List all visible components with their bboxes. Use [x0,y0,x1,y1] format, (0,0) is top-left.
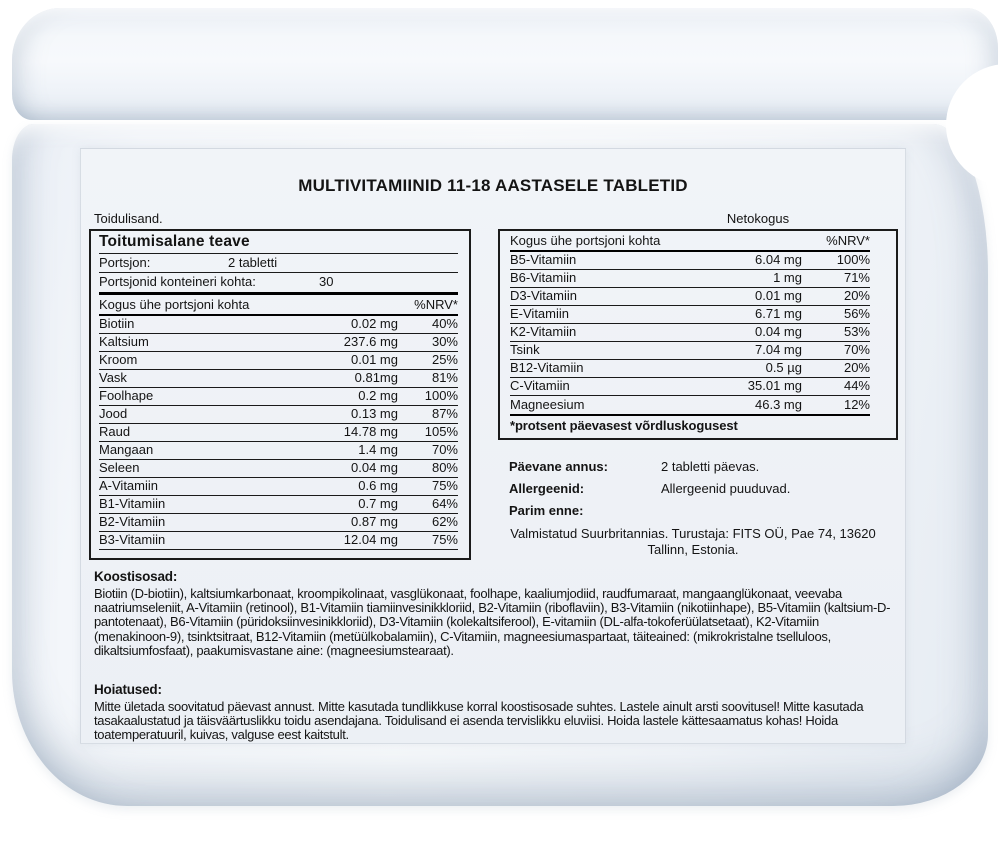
warnings-label: Hoiatused: [94,682,162,697]
table-row [510,270,870,288]
nutrient-amount: 0.87 mg [351,514,398,530]
table-row [99,532,458,550]
nutrient-nrv: 87% [431,406,458,422]
table-header [99,295,458,316]
daily-dose-row [509,459,909,474]
daily-dose-label: Päevane annus: [509,459,608,474]
best-before-label: Parim enne: [509,503,584,518]
table-row [99,496,458,514]
nutrient-nrv: 100% [424,388,458,404]
nutrient-name: B6-Vitamiin [510,270,577,286]
table-row [99,478,458,496]
column-header-amount: Kogus ühe portsjoni kohta [510,232,661,248]
container-body [12,124,988,806]
supplement-note: Toidulisand. [94,211,163,226]
table-row [99,406,458,424]
nutrient-amount: 7.04 mg [755,342,802,358]
nutrient-name: Biotiin [99,316,135,332]
nrv-footnote: *protsent päevasest võrdluskogusest [510,414,870,436]
nutrient-amount: 0.04 mg [351,460,398,476]
servings-per-container-value: 30 [319,274,334,289]
nutrient-name: A-Vitamiin [99,478,159,494]
nutrient-amount: 6.04 mg [755,252,802,268]
nutrient-name: Vask [99,370,127,386]
table-row [510,360,870,378]
table-row [99,514,458,532]
nutrient-nrv: 80% [431,460,458,476]
nutrient-amount: 46.3 mg [755,396,802,412]
nutrient-amount: 0.04 mg [755,324,802,340]
nutrient-name: Kroom [99,352,138,368]
table-row [99,460,458,478]
column-header-amount: Kogus ühe portsjoni kohta [99,296,250,312]
table-row [99,370,458,388]
best-before-row [509,503,909,518]
table-row [99,334,458,352]
nutrient-amount: 0.6 mg [358,478,398,494]
allergens-row [509,481,909,496]
nutrient-amount: 14.78 mg [343,424,398,440]
nutrient-amount: 0.01 mg [755,288,802,304]
nutrient-name: B3-Vitamiin [99,532,166,548]
nutrient-amount: 6.71 mg [755,306,802,322]
servings-per-container-row [99,273,458,292]
nutrient-amount: 0.81mg [354,370,398,386]
nutrient-name: Kaltsium [99,334,149,350]
nutrient-amount: 237.6 mg [343,334,398,350]
nutrient-name: B1-Vitamiin [99,496,166,512]
nutrient-name: C-Vitamiin [510,378,570,394]
nutrient-amount: 12.04 mg [343,532,398,548]
serving-value: 2 tabletti [228,255,278,270]
serving-row [99,254,458,273]
column-header-nrv: %NRV* [414,296,458,312]
daily-dose-value: 2 tabletti päevas. [661,459,760,474]
warnings-text: Mitte ületada soovitatud päevast annust. Mitte kasutada tundlikkuse korral koostisosade suhtes. Lastele ainult arsti soovitusel! Mitte kasutada tasakaalustatud ja täisväärtuslikku toidu asendajana. Toidulisand ei asenda tervislikku eluviisi. Hoida lastele kättesaamatus kohas! Hoida toatemperatuuril, kuivas, valguse eest kaitstult. [94,699,864,743]
nutrient-name: D3-Vitamiin [510,288,577,304]
allergens-value: Allergeenid puuduvad. [661,481,791,496]
nutrient-name: Tsink [510,342,540,358]
column-header-nrv: %NRV* [826,232,870,248]
table-row [99,316,458,334]
nutrient-name: E-Vitamiin [510,306,570,322]
ingredients-label: Koostisosad: [94,569,178,584]
nutrient-name: Jood [99,406,128,422]
nutrient-amount: 0.01 mg [351,352,398,368]
nutrient-nrv: 70% [431,442,458,458]
nutrient-nrv: 70% [843,342,870,358]
table-row [510,324,870,342]
container-lid [12,8,998,120]
nutrient-name: Magneesium [510,396,585,412]
nutrient-nrv: 71% [843,270,870,286]
nutrition-table-left [89,229,471,560]
table-row [510,378,870,396]
nutrient-name: K2-Vitamiin [510,324,577,340]
nutrient-nrv: 105% [424,424,458,440]
nutrient-nrv: 20% [843,360,870,376]
net-quantity-label: Netokogus [726,211,790,226]
nutrient-nrv: 12% [843,396,870,412]
nutrient-nrv: 81% [431,370,458,386]
product-label [80,148,906,744]
nutrient-name: Seleen [99,460,140,476]
nutrient-name: Raud [99,424,131,440]
table-row [510,288,870,306]
manufacturer-address: Valmistatud Suurbritannias. Turustaja: FITS OÜ, Pae 74, 13620 Tallinn, Estonia. [510,526,876,557]
nutrient-nrv: 20% [843,288,870,304]
nutrient-name: Mangaan [99,442,154,458]
nutrient-nrv: 44% [843,378,870,394]
table-row [510,252,870,270]
nutrition-table-right [498,229,898,440]
nutrient-amount: 0.2 mg [358,388,398,404]
table-header [510,231,870,252]
table-row [99,352,458,370]
nutrient-amount: 0.13 mg [351,406,398,422]
nutrient-nrv: 75% [431,532,458,548]
nutrient-name: B2-Vitamiin [99,514,166,530]
allergens-label: Allergeenid: [509,481,585,496]
nutrient-nrv: 40% [431,316,458,332]
nutrient-amount: 35.01 mg [747,378,802,394]
servings-per-container-label: Portsjonid konteineri kohta: [99,274,256,289]
nutrient-nrv: 100% [836,252,870,268]
nutrient-amount: 1.4 mg [358,442,398,458]
nutrient-nrv: 53% [843,324,870,340]
nutrition-panel-title: Toitumisalane teave [99,231,458,254]
nutrient-amount: 0.02 mg [351,316,398,332]
table-row [510,342,870,360]
nutrient-amount: 0.7 mg [358,496,398,512]
ingredients-text: Biotiin (D-biotiin), kaltsiumkarbonaat, kroompikolinaat, vasglükonaat, foolhape, kaaliumjodiid, raudfumaraat, mangaanglükonaat, veevaba naatriumseleniit, A-Vitamiin (retinool), B1-Vitamiin tiamiinvesinikkloriid, B2-Vitamiin (riboflaviin), B3-Vitamiin (nikotiinhape), B5-Vitamiin (kaltsium-D-pantotenaat), B6-Vitamiin (püridoksiinvesinikkloriid), D3-Vitamiin (kolekaltsiferool), E-vitamiin (DL-alfa-tokoferüülatsetaat), K2-Vitamiin (menakinoon-9), tsinktsitraat, B12-Vitamiin (metüülkobalamiin), C-Vitamiin, magneesiumaspartaat, täiteained: (mikrokristalne tselluloos, dikaltsiumfosfaat), paakumisvastane aine: (magneesiumstearaat). [94,586,891,658]
product-title: MULTIVITAMIINID 11-18 AASTASELE TABLETID [298,176,688,195]
table-row [510,396,870,414]
nutrient-amount: 0.5 µg [765,360,802,376]
table-row [510,306,870,324]
nutrient-name: Foolhape [99,388,154,404]
nutrient-nrv: 25% [431,352,458,368]
nutrient-amount: 1 mg [773,270,802,286]
nutrient-nrv: 56% [843,306,870,322]
table-row [99,424,458,442]
nutrient-nrv: 75% [431,478,458,494]
table-row [99,388,458,406]
nutrient-nrv: 30% [431,334,458,350]
nutrient-name: B12-Vitamiin [510,360,584,376]
nutrient-nrv: 64% [431,496,458,512]
table-row [99,442,458,460]
serving-label: Portsjon: [99,255,151,270]
nutrient-name: B5-Vitamiin [510,252,577,268]
nutrient-nrv: 62% [431,514,458,530]
